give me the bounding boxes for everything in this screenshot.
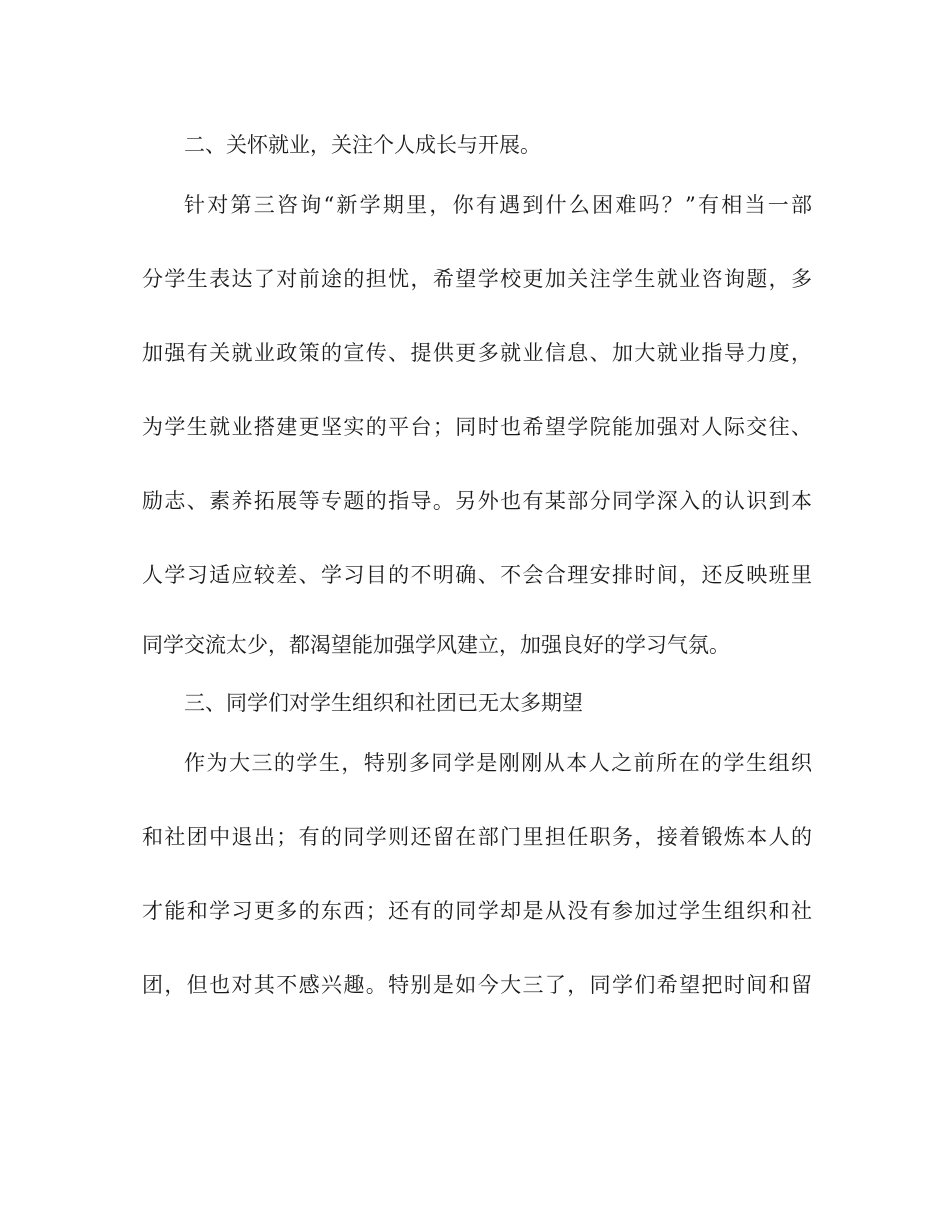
paragraph-line: 励志、素养拓展等专题的指导。另外也有某部分同学深入的认识到本: [142, 489, 812, 513]
paragraph-line: 才能和学习更多的东西；还有的同学却是从没有参加过学生组织和社: [142, 899, 812, 923]
paragraph-line: 同学交流太少，都渴望能加强学风建立，加强良好的学习气氛。: [142, 633, 730, 657]
section-heading-3: 三、同学们对学生组织和社团已无太多期望: [184, 691, 583, 715]
paragraph-line: 为学生就业搭建更坚实的平台；同时也希望学院能加强对人际交往、: [142, 415, 812, 439]
paragraph-line: 人学习适应较差、学习目的不明确、不会合理安排时间，还反映班里: [142, 563, 812, 587]
paragraph-line: 加强有关就业政策的宣传、提供更多就业信息、加大就业指导力度，: [142, 341, 812, 365]
paragraph-line: 和社团中退出；有的同学则还留在部门里担任职务，接着锻炼本人的: [142, 825, 812, 849]
section-heading-2: 二、关怀就业，关注个人成长与开展。: [184, 133, 541, 157]
paragraph-line: 作为大三的学生，特别多同学是刚刚从本人之前所在的学生组织: [184, 751, 812, 775]
paragraph-line: 分学生表达了对前途的担忧，希望学校更加关注学生就业咨询题，多: [142, 267, 812, 291]
paragraph-line: 团，但也对其不感兴趣。特别是如今大三了，同学们希望把时间和留: [142, 973, 812, 997]
paragraph-line: 针对第三咨询“新学期里，你有遇到什么困难吗？”有相当一部: [184, 193, 812, 217]
